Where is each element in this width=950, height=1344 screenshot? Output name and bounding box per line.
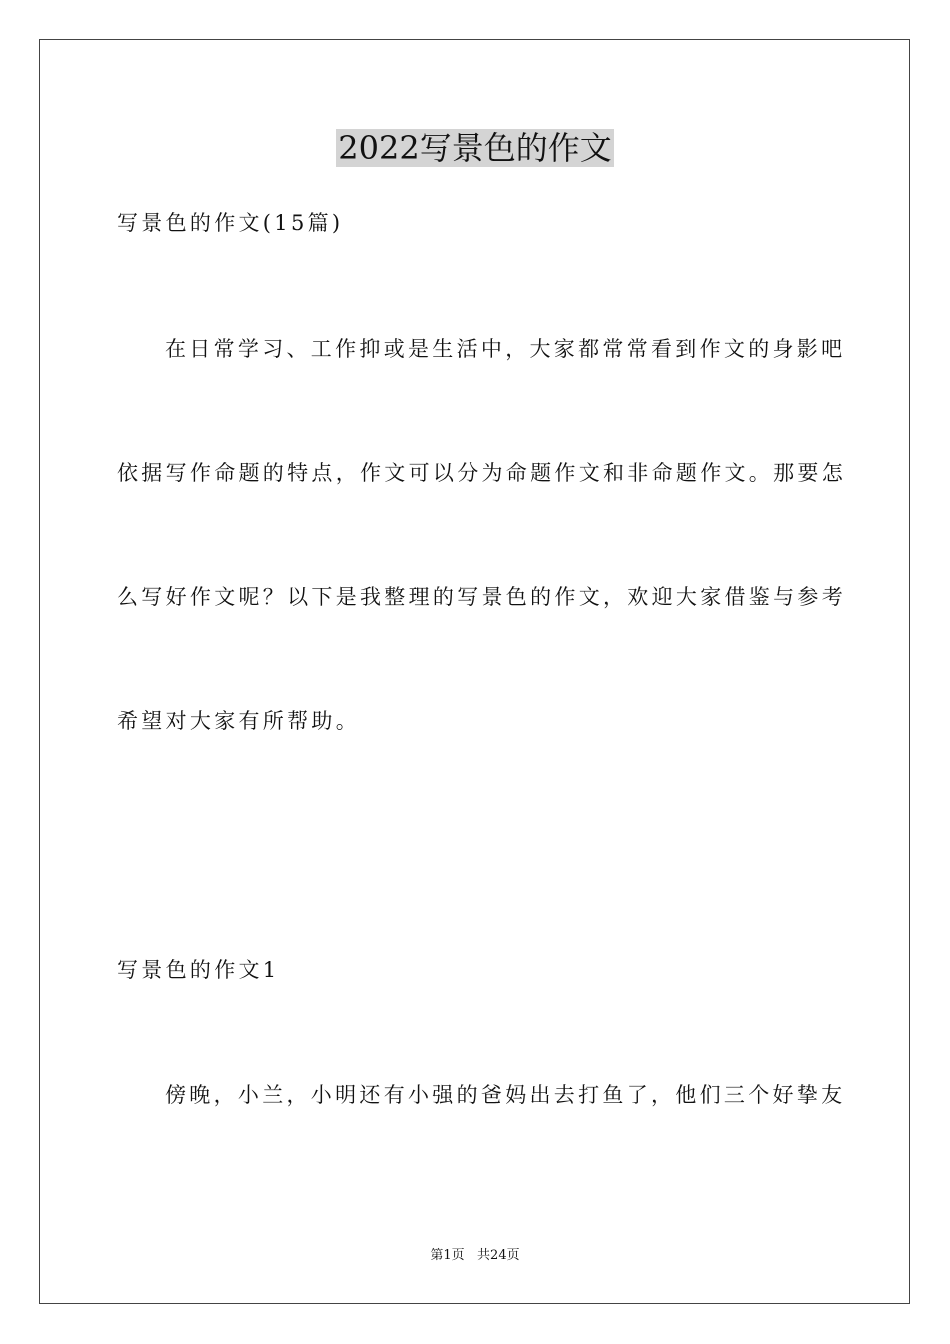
document-title — [0, 126, 950, 170]
page-footer: 第1页 共24页 — [430, 1248, 520, 1263]
intro-line-4: 希望对大家有所帮助。 — [117, 709, 360, 733]
intro-line-2: 依据写作命题的特点，作文可以分为命题作文和非命题作文。那要怎 — [117, 461, 846, 485]
intro-line-3: 么写好作文呢？以下是我整理的写景色的作文，欢迎大家借鉴与参考 — [117, 585, 846, 609]
document-subtitle: 写景色的作文(15篇) — [117, 211, 344, 235]
intro-line-1: 在日常学习、工作抑或是生活中，大家都常常看到作文的身影吧 — [165, 337, 846, 361]
section-paragraph-line-1: 傍晚，小兰，小明还有小强的爸妈出去打鱼了，他们三个好挚友 — [165, 1083, 846, 1107]
section-heading: 写景色的作文1 — [117, 958, 280, 982]
document-title-text: 2022写景色的作文 — [338, 129, 612, 167]
